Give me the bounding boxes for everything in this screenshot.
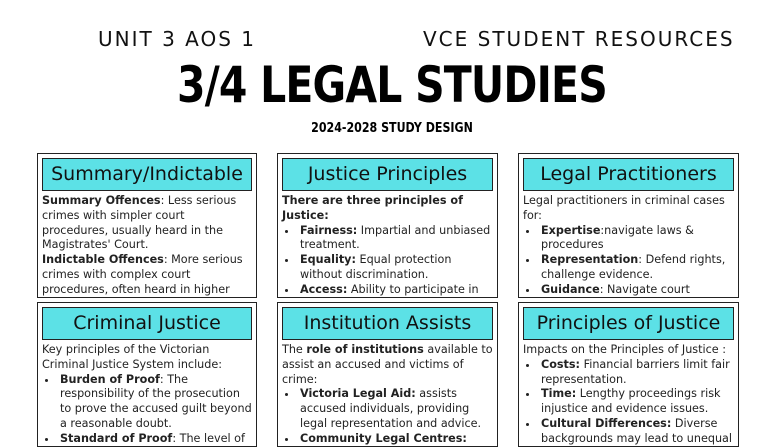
text: : More serious crimes with complex court procedures, often heard in higher [42,253,243,298]
card-title: Summary/Indictable [42,158,252,191]
list-item [539,283,734,298]
card-summary-indictable [37,153,257,298]
list-item [539,358,734,388]
list-item [539,253,734,283]
list-item [539,387,734,417]
list-item [298,253,493,283]
term: Summary Offences [42,194,161,207]
card-body [519,340,738,447]
top-left-label: UNIT 3 AOS 1 [98,27,256,51]
top-right-label: VCE STUDENT RESOURCES [423,27,735,51]
text: : Defend rights, challenge evidence. [541,253,725,281]
intro-term: role of institutions [306,343,423,356]
intro: Impacts on the Principles of Justice : [523,343,734,358]
list-item [539,224,734,254]
card-title: Institution Assists [282,307,493,340]
term: Representation [541,253,638,266]
intro-pre: The [282,343,306,356]
term: Burden of Proof [60,373,160,386]
card-justice-principles [277,153,498,298]
text: : Navigate court [541,283,690,298]
bullet-list [282,387,493,447]
card-institution-assists [277,302,498,447]
list-item [298,283,493,298]
list-item [58,432,252,447]
bullet-list [282,224,493,298]
card-principles-of-justice [518,302,739,447]
card-title: Justice Principles [282,158,493,191]
text: :navigate laws & procedures [541,224,694,252]
page-subtitle: 2024-2028 STUDY DESIGN [59,121,725,136]
page-title: 3/4 LEGAL STUDIES [71,56,714,114]
term: Victoria Legal Aid: [300,387,416,400]
list-item [298,432,493,447]
term: Expertise [541,224,600,237]
bullet-list [523,224,734,298]
term: Cultural Differences: [541,417,671,430]
card-body [278,191,497,298]
text: Diverse backgrounds may lead to unequal [541,417,732,445]
term: Equality: [300,253,356,266]
card-criminal-justice [37,302,257,447]
term: Time: [541,387,576,400]
text: : Less serious crimes with simpler court procedures, usually heard in the Magistrates' Court. [42,194,236,251]
text: Ability to participate in [300,283,479,298]
list-item [58,373,252,432]
card-body [38,340,256,447]
list-item [298,387,493,431]
paragraph [42,194,252,253]
intro-post: available to assist an accused and victims of crime: [282,343,493,386]
intro-text: There are three principles of Justice: [282,194,463,222]
bullet-list [523,358,734,447]
term: Guidance [541,283,600,296]
text: assists accused individuals, providing legal representation and advice. [300,387,481,430]
text: : The level of [60,432,245,447]
card-title: Legal Practitioners [523,158,734,191]
text: Lengthy proceedings risk injustice and evidence issues. [541,387,721,415]
card-body [278,340,497,447]
text: Financial barriers limit fair representation. [541,358,730,386]
list-item [298,224,493,254]
paragraph [42,253,252,298]
text: : The responsibility of the prosecution to prove the accused guilt beyond a reasonable doubt. [60,373,252,430]
intro [282,194,493,224]
term: Costs: [541,358,580,371]
card-title: Criminal Justice [42,307,252,340]
term: Fairness: [300,224,357,237]
text: Impartial and unbiased treatment. [300,224,490,252]
intro: Legal practitioners in criminal cases for: [523,194,734,224]
card-body [519,191,738,298]
bullet-list [42,373,252,447]
card-body [38,191,256,298]
list-item [539,417,734,447]
card-title: Principles of Justice [523,307,734,340]
term: Access: [300,283,347,296]
card-legal-practitioners [518,153,739,298]
intro [282,343,493,387]
intro: Key principles of the Victorian Criminal Justice System include: [42,343,252,373]
term: Indictable Offences [42,253,164,266]
term: Community Legal Centres: [300,432,467,445]
term: Standard of Proof [60,432,172,445]
text: Equal protection without discrimination. [300,253,451,281]
